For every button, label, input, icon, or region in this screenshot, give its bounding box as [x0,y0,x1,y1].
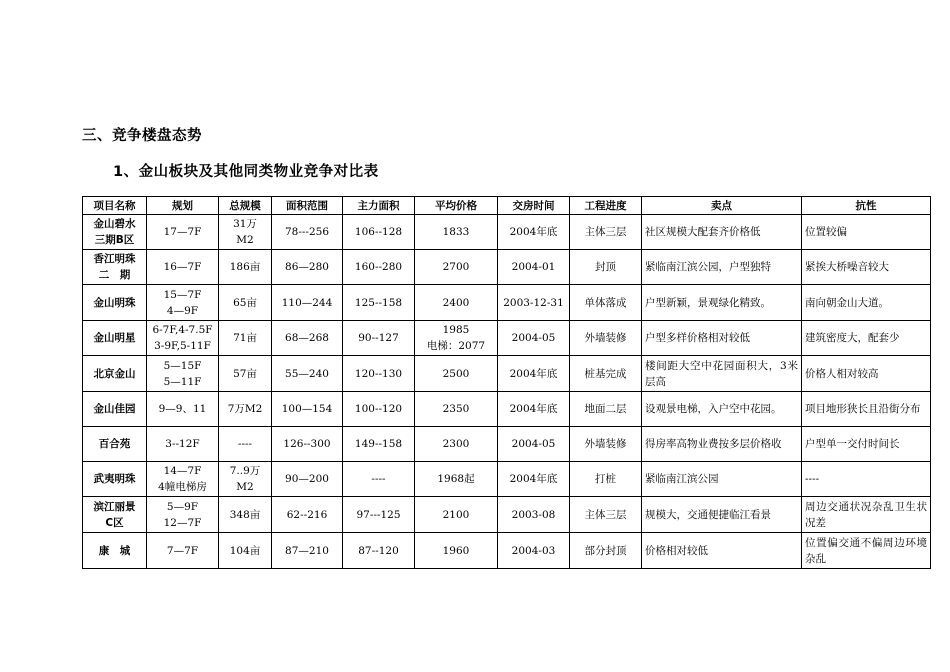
resistance-cell [802,497,931,533]
scale-cell [219,497,272,533]
cell-text: 滨江丽景 [93,500,136,513]
project-name-cell [83,392,147,427]
table-row [83,462,931,497]
progress-cell: 打桩 [570,462,642,497]
plan-cell [147,215,219,250]
cell-text: 1960 [442,544,470,557]
cell-text: 15—7F [163,288,202,301]
cell-text: M2 [236,234,254,246]
area-range-cell: 86—280 [272,250,343,285]
table-row [83,427,931,462]
avg-price-cell [415,285,498,321]
cell-text: 三期B区 [94,234,135,246]
cell-text: 2300 [442,438,470,450]
column-header: 交房时间 [498,197,570,215]
cell-text: 2700 [442,261,470,273]
cell-text: C区 [105,516,124,529]
cell-text: 紧临南江滨公园，户型独特 [645,261,771,273]
cell-text: 规模大，交通便捷临江看景 [645,508,771,521]
cell-text: 南向朝金山大道。 [805,296,889,309]
cell-text: 位置偏交通不偏周边环境杂乱 [805,536,927,565]
cell-text: 1833 [442,226,470,238]
avg-price-cell [415,462,498,497]
cell-text: 4—9F [166,304,199,317]
avg-price-cell [415,427,498,462]
cell-text: 周边交通状况杂乱卫生状况差 [805,500,927,529]
cell-text: 5—9F [166,500,199,513]
progress-cell: 桩基完成 [570,356,642,392]
progress-cell: 外墙装修 [570,321,642,356]
cell-text: 设观景电梯，入户空中花园。 [645,403,782,415]
column-header: 总规模 [219,197,272,215]
project-name-cell [83,321,147,356]
cell-text: 金山明星 [93,332,136,344]
delivery-time-cell: 2004-01 [498,250,570,285]
main-area-cell: 97---125 [343,497,415,533]
area-range-cell: 90—200 [272,462,343,497]
cell-text: 户型单一交付时间长 [805,438,900,450]
scale-cell [219,321,272,356]
cell-text: 二 期 [98,269,131,281]
selling-point-cell [642,392,802,427]
avg-price-cell [415,497,498,533]
section-title: 三、竞争楼盘态势 [82,128,202,144]
cell-text: 项目地形狭长且沿街分布 [805,403,921,415]
competition-table [82,196,931,569]
cell-text: 186亩 [229,261,261,273]
plan-cell [147,427,219,462]
cell-text: 16—7F [163,261,202,273]
resistance-cell [802,462,931,497]
cell-text: 金山碧水 [93,218,136,230]
table-body [83,215,931,569]
scale-cell [219,250,272,285]
main-area-cell: 160--280 [343,250,415,285]
column-header: 项目名称 [83,197,147,215]
cell-text: 57亩 [233,367,257,380]
table-row [83,497,931,533]
cell-text: 7..9万 [229,465,261,477]
table-row [83,356,931,392]
column-header: 规划 [147,197,219,215]
cell-text: 2100 [442,508,470,521]
delivery-time-cell: 2004年底 [498,215,570,250]
column-header: 主力面积 [343,197,415,215]
area-range-cell: 110—244 [272,285,343,321]
cell-text: 6-7F,4-7.5F [152,324,213,336]
delivery-time-cell: 2004-05 [498,427,570,462]
column-header: 工程进度 [570,197,642,215]
progress-cell: 主体三层 [570,215,642,250]
plan-cell [147,321,219,356]
selling-point-cell [642,356,802,392]
cell-text: 武夷明珠 [93,473,136,485]
cell-text: 71亩 [233,332,257,344]
cell-text: 紧临南江滨公园 [645,473,719,485]
resistance-cell [802,285,931,321]
resistance-cell [802,392,931,427]
cell-text: 价格相对较低 [645,544,708,557]
delivery-time-cell: 2003-08 [498,497,570,533]
main-area-cell: 125--158 [343,285,415,321]
cell-text: 2400 [442,296,470,309]
table-row [83,215,931,250]
area-range-cell: 87—210 [272,533,343,569]
cell-text: 7—7F [166,544,199,557]
plan-cell [147,497,219,533]
table-row [83,250,931,285]
column-header: 面积范围 [272,197,343,215]
cell-text: 北京金山 [93,367,136,380]
cell-text: 建筑密度大，配套少 [805,332,900,344]
cell-text: 65亩 [233,296,257,309]
table-row [83,533,931,569]
progress-cell: 部分封顶 [570,533,642,569]
table-row [83,285,931,321]
cell-text: 5—15F [163,359,202,372]
project-name-cell [83,533,147,569]
selling-point-cell [642,427,802,462]
cell-text: 香江明珠 [93,253,136,265]
plan-cell [147,533,219,569]
cell-text: ---- [805,473,820,485]
column-header: 抗性 [802,197,931,215]
progress-cell: 外墙装修 [570,427,642,462]
delivery-time-cell: 2004年底 [498,356,570,392]
cell-text: 1985 [442,324,470,336]
cell-text: 紧挨大桥噪音较大 [805,261,889,273]
resistance-cell [802,356,931,392]
progress-cell: 主体三层 [570,497,642,533]
cell-text: 康 城 [98,544,131,557]
cell-text: 3-9F,5-11F [154,340,211,352]
cell-text: 楼间距大空中花园面积大，3米层高 [645,359,798,388]
main-area-cell: 149--158 [343,427,415,462]
resistance-cell [802,427,931,462]
main-area-cell: 90--127 [343,321,415,356]
cell-text: 104亩 [229,544,261,557]
table-row [83,321,931,356]
cell-text: ---- [237,438,253,450]
cell-text: 金山明珠 [93,296,136,309]
avg-price-cell [415,215,498,250]
resistance-cell [802,215,931,250]
avg-price-cell [415,250,498,285]
cell-text: 14—7F [163,465,202,477]
project-name-cell [83,427,147,462]
resistance-cell [802,321,931,356]
cell-text: 户型多样价格相对较低 [645,332,750,344]
scale-cell [219,462,272,497]
plan-cell [147,462,219,497]
selling-point-cell [642,250,802,285]
project-name-cell [83,462,147,497]
project-name-cell [83,250,147,285]
scale-cell [219,427,272,462]
plan-cell [147,392,219,427]
selling-point-cell [642,285,802,321]
selling-point-cell [642,215,802,250]
column-header: 平均价格 [415,197,498,215]
cell-text: 得房率高物业费按多层价格收 [645,438,782,450]
project-name-cell [83,497,147,533]
project-name-cell [83,215,147,250]
cell-text: 价格人相对较高 [805,367,879,380]
delivery-time-cell: 2004-05 [498,321,570,356]
resistance-cell [802,533,931,569]
plan-cell [147,285,219,321]
cell-text: 31万 [233,218,257,230]
avg-price-cell [415,533,498,569]
cell-text: 户型新颖，景观绿化精致。 [645,296,771,309]
avg-price-cell [415,321,498,356]
project-name-cell [83,356,147,392]
plan-cell [147,356,219,392]
scale-cell [219,215,272,250]
scale-cell [219,285,272,321]
resistance-cell [802,250,931,285]
delivery-time-cell: 2004年底 [498,462,570,497]
cell-text: M2 [236,481,254,493]
cell-text: 百合苑 [98,438,131,450]
cell-text: 12—7F [163,516,202,529]
scale-cell [219,356,272,392]
cell-text: 1968起 [437,473,475,485]
main-area-cell: 120--130 [343,356,415,392]
cell-text: 3--12F [165,438,200,450]
plan-cell [147,250,219,285]
table-title: 1、金山板块及其他同类物业竞争对比表 [113,164,379,180]
main-area-cell: ---- [343,462,415,497]
area-range-cell: 68—268 [272,321,343,356]
project-name-cell [83,285,147,321]
area-range-cell: 78---256 [272,215,343,250]
cell-text: 17—7F [163,226,202,238]
main-area-cell: 100--120 [343,392,415,427]
delivery-time-cell: 2003-12-31 [498,285,570,321]
area-range-cell: 100—154 [272,392,343,427]
cell-text: 5—11F [163,375,202,388]
cell-text: 电梯：2077 [426,340,486,352]
progress-cell: 地面二层 [570,392,642,427]
cell-text: 4幢电梯房 [158,481,207,493]
scale-cell [219,533,272,569]
table-row [83,392,931,427]
delivery-time-cell: 2004年底 [498,392,570,427]
scale-cell [219,392,272,427]
avg-price-cell [415,392,498,427]
progress-cell: 封顶 [570,250,642,285]
cell-text: 9—9、11 [158,403,207,415]
main-area-cell: 87--120 [343,533,415,569]
cell-text: 位置较偏 [805,226,847,238]
area-range-cell: 55—240 [272,356,343,392]
selling-point-cell [642,533,802,569]
main-area-cell: 106--128 [343,215,415,250]
cell-text: 348亩 [229,508,261,521]
cell-text: 金山佳园 [93,403,136,415]
cell-text: 社区规模大配套齐价格低 [645,226,761,238]
selling-point-cell [642,497,802,533]
progress-cell: 单体落成 [570,285,642,321]
selling-point-cell [642,462,802,497]
column-header: 卖点 [642,197,802,215]
area-range-cell: 126--300 [272,427,343,462]
table-header-row [83,197,931,215]
cell-text: 7万M2 [227,403,263,415]
cell-text: 2350 [442,403,470,415]
selling-point-cell [642,321,802,356]
area-range-cell: 62--216 [272,497,343,533]
cell-text: 2500 [442,367,470,380]
avg-price-cell [415,356,498,392]
delivery-time-cell: 2004-03 [498,533,570,569]
